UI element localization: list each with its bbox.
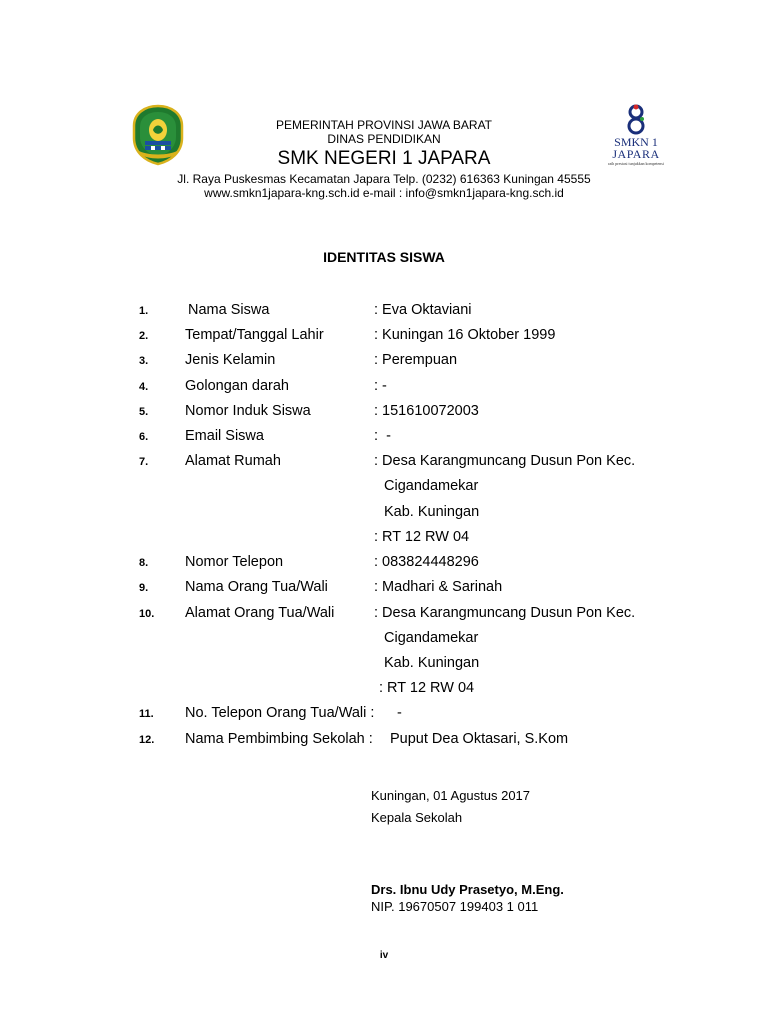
- field-value: Puput Dea Oktasari, S.Kom: [390, 731, 569, 747]
- field-label: Alamat Rumah: [185, 453, 281, 469]
- field-value: : Desa Karangmuncang Dusun Pon Kec.: [374, 453, 636, 469]
- field-label: Tempat/Tanggal Lahir: [185, 327, 324, 343]
- field-row-nomor-telepon: [0, 552, 768, 572]
- department-line: DINAS PENDIDIKAN: [327, 132, 441, 146]
- school-contact: www.smkn1japara-kng.sch.id e-mail : info@smkn1japara-kng.sch.id: [204, 186, 564, 200]
- field-row-nama-orang-tua: [0, 577, 768, 597]
- field-label: Jenis Kelamin: [185, 352, 276, 368]
- field-value: : Perempuan: [374, 352, 458, 368]
- field-value: : Madhari & Sarinah: [374, 579, 503, 595]
- field-label: Nama Orang Tua/Wali: [185, 579, 328, 595]
- field-label: Golongan darah: [185, 378, 289, 394]
- parent-address-line-4: : RT 12 RW 04: [379, 680, 475, 696]
- field-value: : -: [374, 428, 391, 444]
- home-address-line-2: Cigandamekar: [384, 478, 479, 494]
- field-number: 6.: [139, 431, 149, 443]
- parent-address-line-3: Kab. Kuningan: [384, 655, 480, 671]
- document-title: IDENTITAS SISWA: [323, 249, 445, 265]
- field-number: 8.: [139, 557, 149, 569]
- school-address: Jl. Raya Puskesmas Kecamatan Japara Telp. (0232) 616363 Kuningan 45555: [177, 172, 591, 186]
- field-number: 9.: [139, 582, 149, 594]
- logo-text-line1: SMKN 1: [614, 135, 658, 149]
- field-label: Email Siswa: [185, 428, 264, 444]
- field-number: 11.: [139, 708, 154, 720]
- field-number: 12.: [139, 734, 155, 746]
- home-address-line-3: Kab. Kuningan: [384, 504, 480, 520]
- signature-place-date: Kuningan, 01 Agustus 2017: [371, 788, 531, 803]
- field-label: No. Telepon Orang Tua/Wali :: [185, 705, 375, 721]
- field-row-telepon-orang-tua: [0, 703, 768, 723]
- signature-name: Drs. Ibnu Udy Prasetyo, M.Eng.: [371, 882, 564, 897]
- field-row-golongan-darah: [0, 376, 768, 396]
- field-value: : 151610072003: [374, 403, 479, 419]
- field-number: 1.: [139, 305, 149, 317]
- field-row-alamat-orang-tua: [0, 603, 768, 623]
- field-value: : Desa Karangmuncang Dusun Pon Kec.: [374, 605, 636, 621]
- government-line: PEMERINTAH PROVINSI JAWA BARAT: [275, 118, 493, 132]
- field-value: : -: [374, 378, 387, 394]
- field-row-nomor-induk-siswa: [0, 401, 768, 421]
- page-number: iv: [379, 950, 389, 961]
- field-value: : Kuningan 16 Oktober 1999: [374, 327, 556, 343]
- field-row-email-siswa: [0, 426, 768, 446]
- field-label: Alamat Orang Tua/Wali: [185, 605, 335, 621]
- field-value: : 083824448296: [374, 554, 479, 570]
- signature-position: Kepala Sekolah: [371, 810, 463, 825]
- field-label: Nama Pembimbing Sekolah :: [185, 731, 373, 747]
- field-label: Nomor Induk Siswa: [185, 403, 311, 419]
- home-address-line-4: : RT 12 RW 04: [374, 529, 470, 545]
- parent-address-line-2: Cigandamekar: [384, 630, 479, 646]
- field-label: Nomor Telepon: [185, 554, 284, 570]
- field-number: 7.: [139, 456, 149, 468]
- signature-nip: NIP. 19670507 199403 1 011: [371, 899, 539, 914]
- field-value: : Eva Oktaviani: [374, 302, 472, 318]
- field-number: 2.: [139, 330, 149, 342]
- logo-tagline: raih prestasi tunjukkan kompetensi: [608, 161, 664, 166]
- field-row-tempat-tanggal-lahir: [0, 325, 768, 345]
- field-row-alamat-rumah: [0, 451, 768, 471]
- letterhead: [110, 118, 658, 200]
- field-number: 3.: [139, 355, 149, 367]
- school-name: SMK NEGERI 1 JAPARA: [277, 148, 491, 169]
- field-value: -: [397, 705, 402, 721]
- field-row-nama-pembimbing: [0, 729, 768, 749]
- field-label: Nama Siswa: [188, 302, 270, 318]
- field-number: 10.: [139, 608, 155, 620]
- field-row-nama-siswa: [0, 300, 768, 320]
- logo-text-line2: JAPARA: [612, 147, 660, 161]
- field-number: 5.: [139, 406, 149, 418]
- field-number: 4.: [139, 381, 149, 393]
- field-row-jenis-kelamin: [0, 350, 768, 370]
